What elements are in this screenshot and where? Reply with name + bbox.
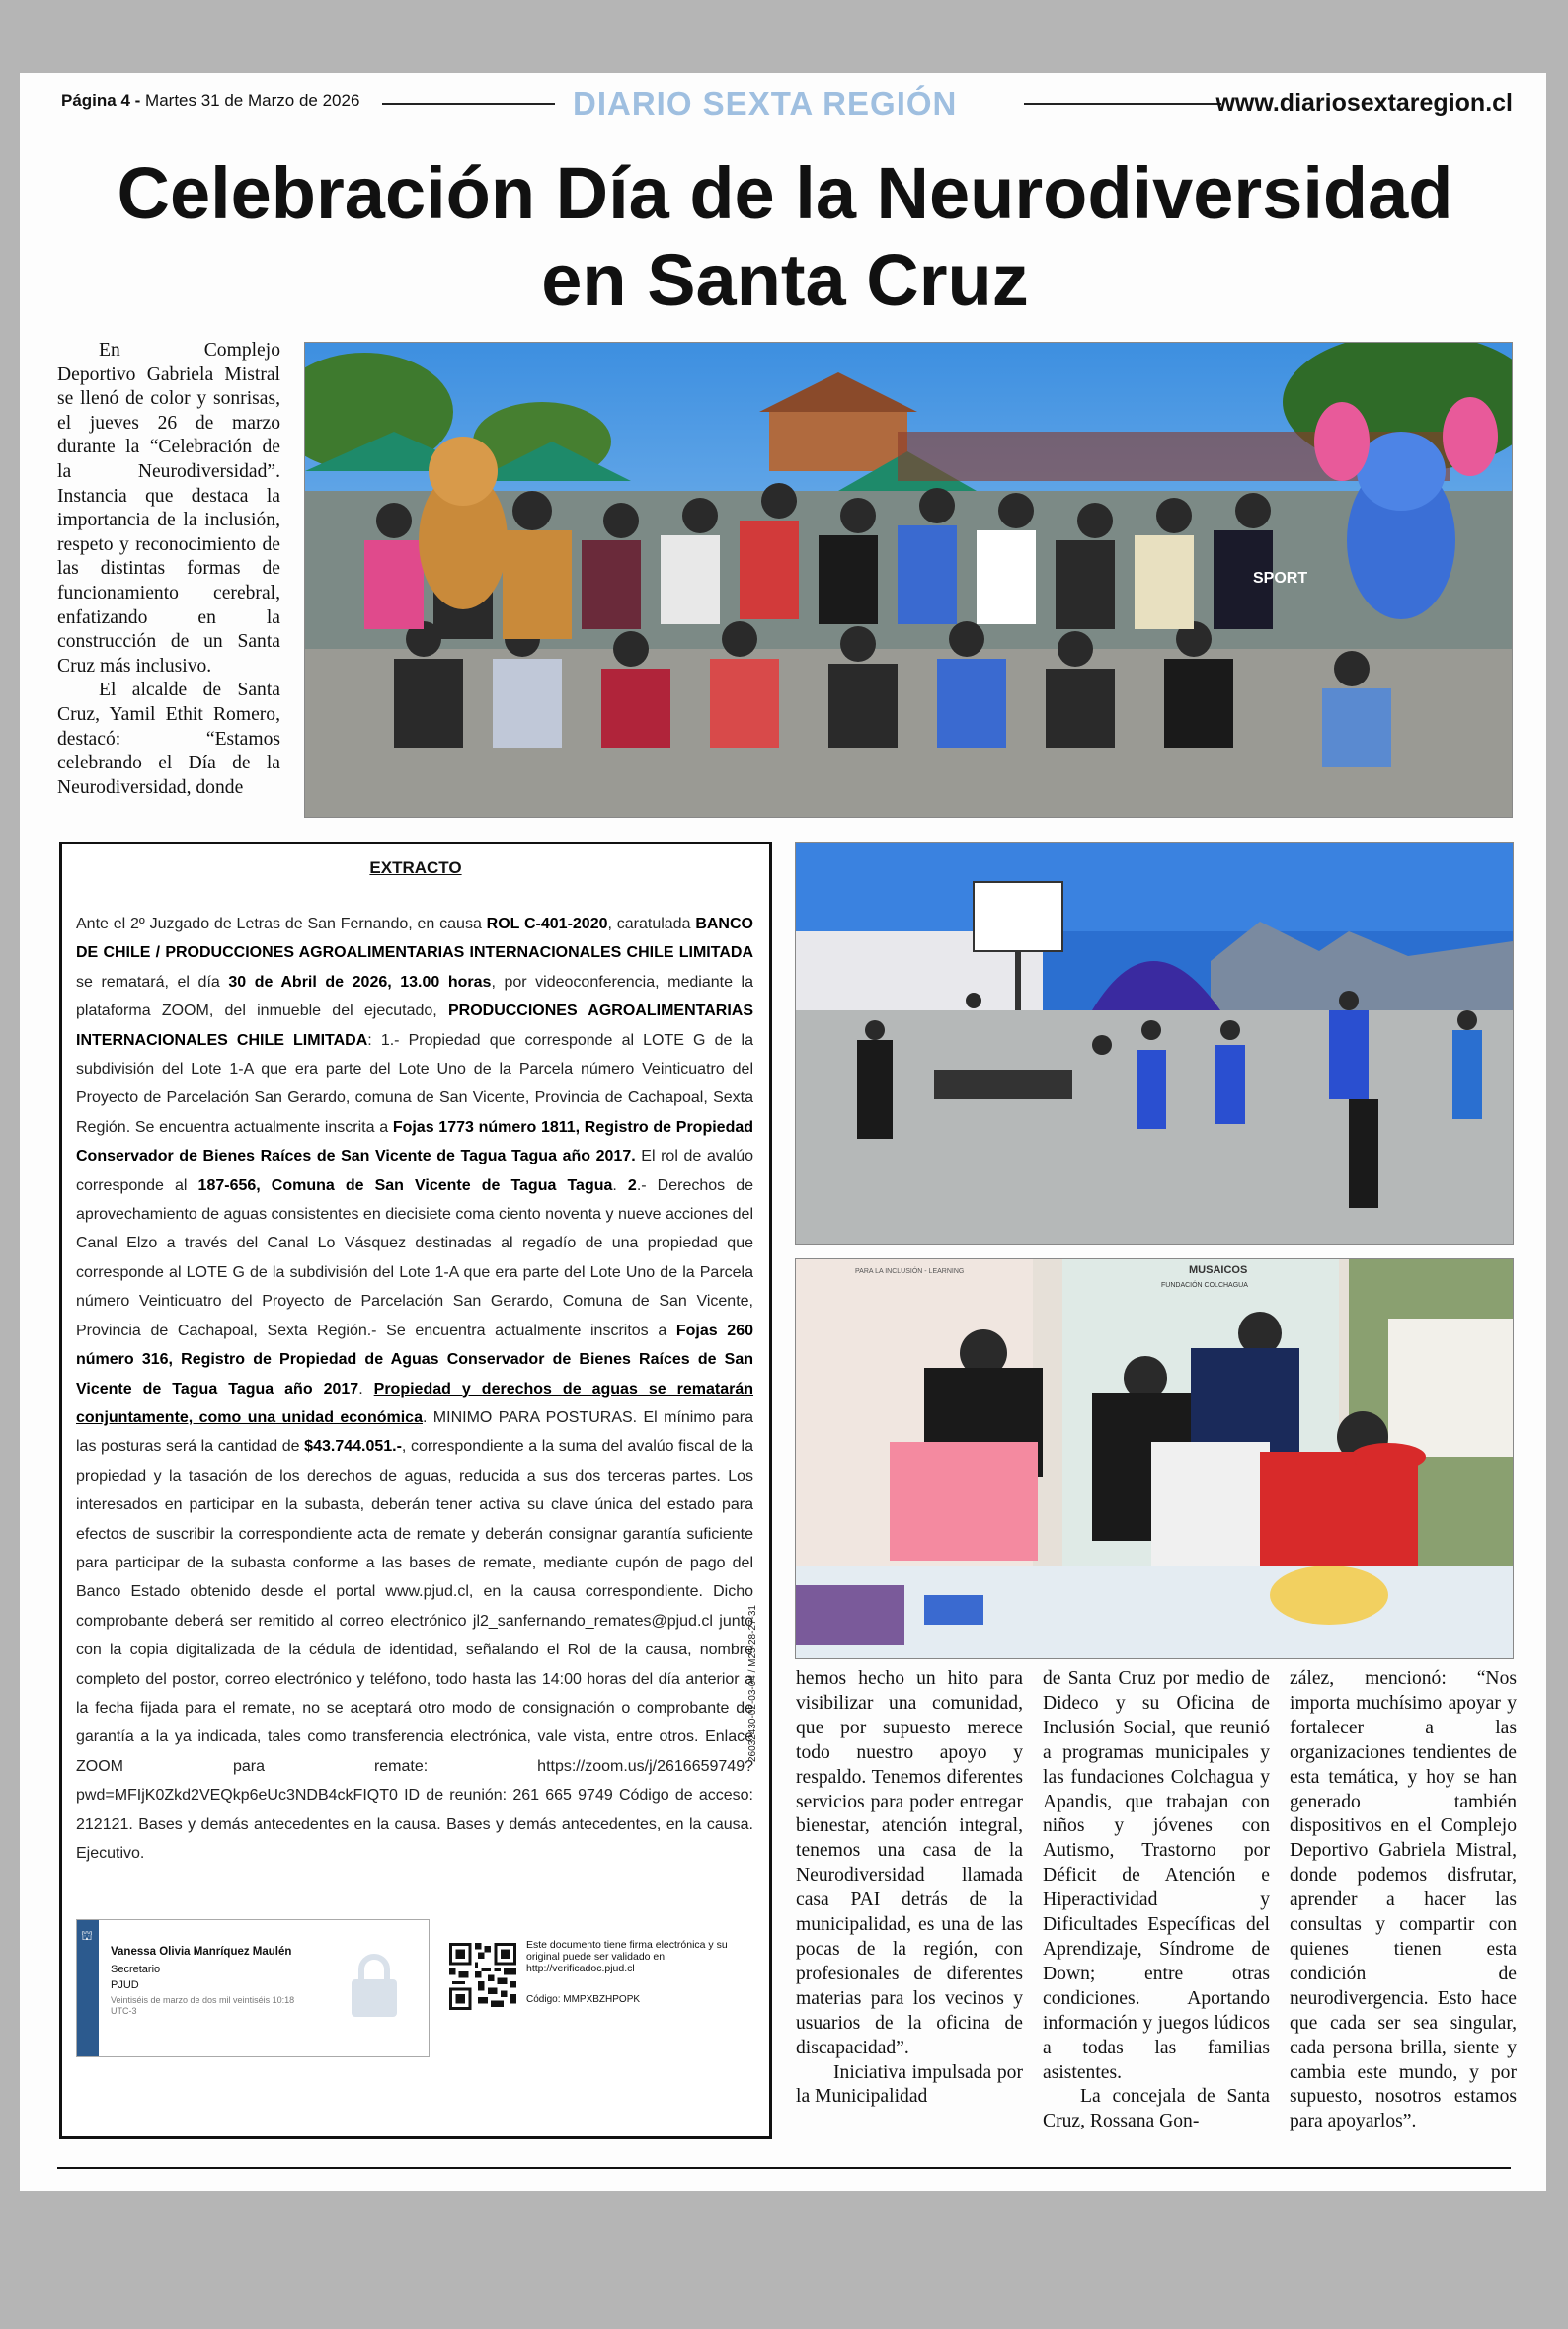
- verification-text: Este documento tiene firma electrónica y su original puede ser validado en http://verificadoc.pjud.cl: [526, 1939, 728, 1974]
- legal-text: , correspondiente a la suma del avalúo fiscal de la propiedad y la tasación de los derechos de aguas, reducida a sus dos terceras partes. Los interesados en participar en la subasta, deberán tener activa su clave única del estado para efectos de suscribir la correspondiente acta de remate y deberán consignar garantía suficiente para participar de la subasta conforme a las bases de remate, mediante cupón de pago del Banco Estado obtenido desde el portal www.pjud.cl, en la causa correspondiente. Dicho comprobante deberá ser remitido al correo electrónico jl2_sanfernando_remates@pjud.cl junto con la copia digitalizada de la cédula de identidad, señalando el Rol de la causa, nombre completo del postor, correo electrónico y teléfono, todo hasta las 14:00 horas del día anterior a la fecha fijada para el remate, no se aceptará otro modo de consignación o comprobante de garantía a la ya indicada, tales como transferencia electrónica, vale vista, entre otros. Enlace ZOOM para remate: https://zoom.us/j/2616659749?pwd=MFIjK0Zkd2VEQkp6eUc3NDB4ckFIQT0 ID de reunión: 261 665 9749 Código de acceso: 212121. Bases y demás antecedentes en la causa. Bases y demás antecedentes, en la causa. Ejecutivo.: [76, 1438, 754, 1862]
- article-column-2: [1043, 1667, 1270, 2134]
- legal-text: se rematará, el día: [76, 973, 229, 991]
- lock-icon: [344, 1950, 405, 2021]
- legal-text: .: [358, 1380, 374, 1398]
- column-2-paragraph-1: de Santa Cruz por medio de Dideco y su Oficina de Inclusión Social, que reunió a programas municipales y las fundaciones Colchagua y Apandis, que trabajan con niños y jóvenes con Autismo, Trastorno por Déficit de Atención e Hiperactividad y Dificultades Específicas del Aprendizaje, Síndrome de Down; entre otras condiciones. Aportando información y juegos lúdicos a todas las familias asistentes.: [1043, 1668, 1270, 2083]
- dance-photo: [795, 842, 1514, 1245]
- legal-bold: 187-656, Comuna de San Vicente de Tagua Tagua: [197, 1176, 613, 1194]
- signature-date: Veintiséis de marzo de dos mil veintiséis 10:18 UTC-3: [111, 1995, 295, 2016]
- legal-bold: Fojas 1773 número 1811, Registro de Propiedad Conservador de Bienes Raíces de San Vicente de Tagua Tagua año 2017.: [76, 1118, 754, 1165]
- header-rule-right: [1024, 103, 1221, 105]
- legal-bold: 30 de Abril de 2026, 13.00 horas: [228, 973, 492, 991]
- lede-paragraph-2: El alcalde de Santa Cruz, Yamil Ethit Romero, destacó: “Estamos celebrando el Día de la Neurodiversidad, donde: [57, 680, 280, 798]
- legal-bold: BANCO DE CHILE / PRODUCCIONES AGROALIMENTARIAS INTERNACIONALES CHILE LIMITADA: [76, 916, 753, 962]
- legal-bold: Fojas 260 número 316, Registro de Propiedad de Aguas Conservador de Bienes Raíces de San Vicente de Tagua Tagua año 2017: [76, 1322, 753, 1398]
- article-column-3: [1290, 1667, 1517, 2134]
- signer-role: Secretario: [111, 1964, 161, 1975]
- legal-title: EXTRACTO: [369, 858, 462, 877]
- legal-text: , por videoconferencia, mediante la plataforma ZOOM, del inmueble del ejecutado,: [76, 973, 754, 1020]
- qr-code-icon: [449, 1943, 516, 2010]
- legal-text: .: [612, 1176, 628, 1194]
- legal-text: : 1.- Propiedad que corresponde al LOTE G de la subdivisión del Lote 1-A que era parte del Lote Uno de la Parcela número Veinticuatro del Proyecto de Parcelación San Gerardo, comuna de San Vicente, Provincia de Cachapoal, Sexta Región. Se encuentra actualmente inscrita a: [76, 1031, 753, 1136]
- lede-paragraph-1: En Complejo Deportivo Gabriela Mistral se llenó de color y sonrisas, el jueves 26 de marzo durante la “Celebración de la Neurodiversidad”. Instancia que destaca la importancia de la inclusión, respeto y reconocimiento de las distintas formas de funcionamiento cerebral, enfatizando en la construcción de un Santa Cruz más inclusivo.: [57, 340, 280, 677]
- legal-bold: $43.744.051.-: [304, 1438, 402, 1456]
- booth-sub-text: FUNDACIÓN COLCHAGUA: [1161, 1282, 1248, 1289]
- legal-bold: 2: [627, 1176, 637, 1194]
- headline-line-1: Celebración Día de la Neurodiversidad: [117, 152, 1453, 234]
- headline-line-2: en Santa Cruz: [541, 239, 1029, 321]
- court-emblem-icon: ⛫: [81, 1928, 93, 1943]
- column-2-paragraph-2: La concejala de Santa Cruz, Rossana Gon-: [1043, 2086, 1270, 2132]
- article-lede: [57, 339, 280, 800]
- legal-text: , caratulada: [607, 916, 696, 932]
- booth-banner-text: MUSAICOS: [1189, 1264, 1248, 1276]
- signature-box: [76, 1919, 430, 2057]
- legal-underline: Propiedad y derechos de aguas se rematarán conjuntamente, como una unidad económica: [76, 1380, 754, 1426]
- legal-notice: [59, 842, 772, 2139]
- legal-text: Ante el 2º Juzgado de Letras de San Fernando, en causa: [76, 916, 487, 932]
- legal-text: .- Derechos de aprovechamiento de aguas consistentes en diecisiete coma ciento noventa y nueve acciones del Canal Elzo a través del Canal Lo Vásquez destinadas al regadío de una propiedad que corresponde al LOTE G de la subdivisión del Lote 1-A que era parte del Lote Uno de la Parcela número Veinticuatro del Proyecto de Parcelación San Gerardo, Comuna de San Vicente, Provincia de Cachapoal, Sexta Región.- Se encuentra actualmente inscritos a: [76, 1176, 754, 1339]
- article-headline: [39, 150, 1530, 324]
- article-column-1: [796, 1667, 1023, 2110]
- legal-text: . MINIMO PARA POSTURAS. El mínimo para las posturas será la cantidad de: [76, 1408, 754, 1456]
- header-rule-left: [382, 103, 555, 105]
- site-url: www.diariosextaregion.cl: [1215, 89, 1513, 117]
- column-1-paragraph-1: hemos hecho un hito para visibilizar una comunidad, que por supuesto merece todo nuestro apoyo y respaldo. Tenemos diferentes servicios para poder entregar bienestar, atención integral, tenemos una casa de la Neurodiversidad llamada casa PAI detrás de la municipalidad, es una de las pocas de la región, con profesionales de diferentes materias para los vecinos y usuarios de la oficina de discapacidad”.: [796, 1668, 1023, 2058]
- signature-bar: [77, 1920, 99, 2056]
- column-3-paragraph-1: zález, mencionó: “Nos importa muchísimo apoyar y fortalecer a las organizaciones tendientes de esta temática, y hoy se han generado también dispositivos en el Complejo Deportivo Gabriela Mistral, donde podemos disfrutar, aprender a hacer las consultas y compartir con quienes tienen esta condición de neurodivergencia. Esto hace que cada ser sea singular, cada persona brilla, siente y cambia este mundo, y por supuesto, nosotros estamos para apoyarlos”.: [1290, 1668, 1517, 2132]
- legal-bold: ROL C-401-2020: [486, 916, 608, 932]
- signer-name: Vanessa Olivia Manríquez Maulén: [111, 1946, 292, 1958]
- serial-number: 26032430-02-03-04 / M25-28-27-31: [747, 1605, 758, 1762]
- signer-org: PJUD: [111, 1979, 139, 1991]
- legal-body: [76, 910, 753, 1868]
- shirt-text: SPORT: [1253, 570, 1308, 587]
- page-header: [61, 87, 1513, 126]
- masthead: DIARIO SEXTA REGIÓN: [573, 85, 958, 121]
- legal-bold: PRODUCCIONES AGROALIMENTARIAS INTERNACIONALES CHILE LIMITADA: [76, 1003, 753, 1049]
- column-1-paragraph-2: Iniciativa impulsada por la Municipalidad: [796, 2061, 1023, 2108]
- legal-text: El rol de avalúo corresponde al: [76, 1148, 754, 1194]
- booth-photo: [795, 1258, 1514, 1659]
- page-label: Página 4 -: [61, 91, 141, 110]
- verification-code: Código: MMPXBZHPOPK: [526, 1994, 641, 2005]
- page-info: [61, 91, 359, 111]
- booth-left-text: PARA LA INCLUSIÓN - LEARNING: [855, 1268, 965, 1275]
- page-date: Martes 31 de Marzo de 2026: [145, 91, 360, 110]
- group-photo: [304, 342, 1513, 818]
- footer-rule: [57, 2167, 1511, 2169]
